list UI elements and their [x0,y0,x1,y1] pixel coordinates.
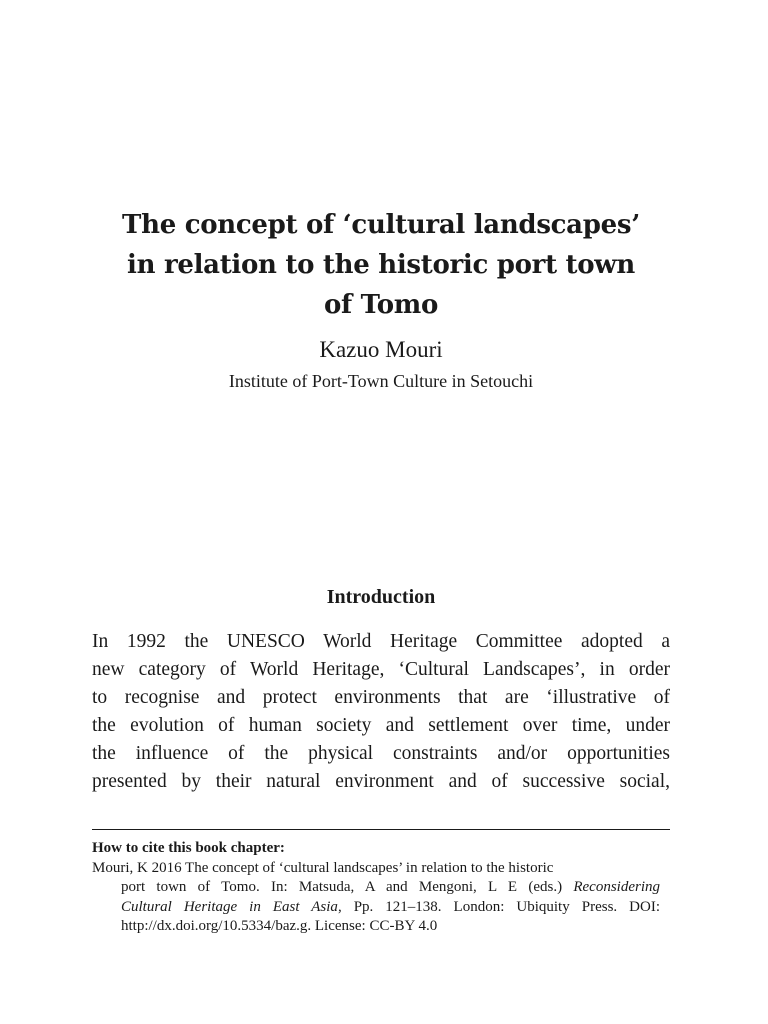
title-block [92,205,670,393]
title-line: in relation to the historic port town [127,250,635,280]
citation-doi-link[interactable]: http://dx.doi.org/10.5334/baz.g. License: CC-BY 4.0 [121,918,438,934]
citation-book-title: Cultural Heritage in East Asia [121,898,338,915]
citation-book-title: Reconsidering [573,879,660,895]
title-line: of Tomo [323,290,439,320]
citation-heading: How to cite this book chapter: [92,840,285,856]
body-line: presented by their natural environment and of successive social, [92,771,670,792]
body-paragraph [92,628,670,796]
citation-line: Mouri, K 2016 The concept of ‘cultural landscapes’ in relation to the historic [92,859,554,876]
citation-line [92,898,670,918]
footnote-divider [92,829,670,830]
citation-block [92,839,670,937]
body-line: new category of World Heritage, ‘Cultural Landscapes’, in order [92,659,670,680]
author-name: Kazuo Mouri [319,337,443,362]
citation-text: , Pp. 121–138. London: Ubiquity Press. DOI: [337,898,660,915]
body-line: In 1992 the UNESCO World Heritage Committee adopted a [92,631,670,652]
citation-line [92,878,670,898]
body-line: the influence of the physical constraints and/or opportunities [92,743,670,764]
title-line: The concept of ‘cultural landscapes’ [122,210,640,240]
body-line: to recognise and protect environments that are ‘illustrative of [92,687,670,708]
chapter-title [92,205,670,325]
body-line: the evolution of human society and settlement over time, under [92,715,670,736]
section-heading: Introduction [326,586,436,608]
author-affiliation: Institute of Port-Town Culture in Setouchi [228,371,534,391]
citation-text: port town of Tomo. In: Matsuda, A and Mengoni, L E (eds.) [121,879,574,895]
